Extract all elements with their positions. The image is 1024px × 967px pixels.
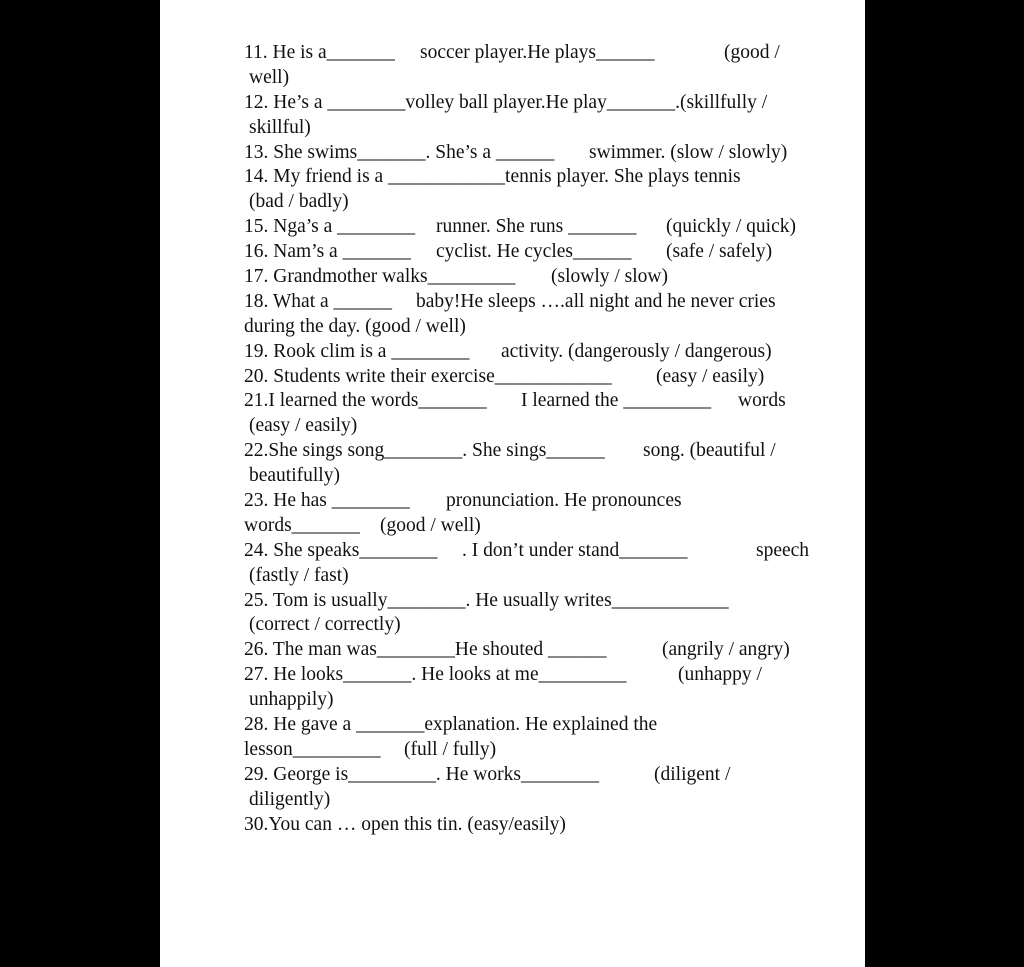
line-text: (unhappy / — [678, 664, 762, 686]
exercise-line — [244, 688, 834, 713]
line-text: (full / fully) — [404, 738, 497, 760]
line-text: 27. He looks_______. He looks at me_________ — [244, 664, 627, 686]
line-text: 20. Students write their exercise____________ — [244, 365, 612, 387]
exercise-line — [244, 539, 834, 564]
exercise-line — [244, 91, 834, 116]
exercise-line — [244, 141, 834, 166]
exercise-line — [244, 738, 834, 763]
exercise-line — [244, 414, 834, 439]
line-text: (angrily / angry) — [662, 639, 790, 661]
line-text: 14. My friend is a ____________tennis player. She plays tennis — [244, 166, 741, 188]
exercise-line — [244, 663, 834, 688]
line-text: pronunciation. He pronounces — [446, 490, 682, 512]
exercise-line — [244, 589, 834, 614]
line-text: (safe / safely) — [666, 241, 773, 263]
line-text: activity. (dangerously / dangerous) — [501, 340, 772, 362]
exercise-line — [244, 165, 834, 190]
line-text: speech — [756, 539, 810, 561]
line-text: 24. She speaks________ — [244, 539, 438, 561]
line-text: words — [738, 390, 786, 412]
exercise-line — [244, 763, 834, 788]
line-text: during the day. (good / well) — [244, 315, 466, 337]
line-text: cyclist. He cycles______ — [436, 241, 632, 263]
exercise-list — [244, 41, 834, 838]
line-text: 29. George is_________. He works________ — [244, 763, 599, 785]
line-text: (easy / easily) — [656, 365, 765, 387]
line-text: 28. He gave a _______explanation. He explained the — [244, 714, 658, 736]
exercise-line — [244, 638, 834, 663]
line-text: 11. He is a_______ — [244, 42, 395, 63]
line-text: 21.I learned the words_______ — [244, 390, 487, 412]
line-text: 18. What a ______ — [244, 290, 393, 312]
exercise-line — [244, 340, 834, 365]
line-text: baby!He sleeps ….all night and he never cries — [416, 290, 776, 312]
line-text: 16. Nam’s a _______ — [244, 241, 411, 263]
line-text: swimmer. (slow / slowly) — [589, 141, 788, 163]
exercise-line — [244, 464, 834, 489]
line-text: lesson_________ — [244, 738, 381, 760]
exercise-line — [244, 613, 834, 638]
line-text: (quickly / quick) — [666, 216, 796, 238]
exercise-line — [244, 813, 834, 838]
line-text: 13. She swims_______. She’s a ______ — [244, 141, 555, 163]
exercise-line — [244, 41, 834, 66]
line-text: 22.She sings song________. She sings______ — [244, 440, 605, 462]
exercise-line — [244, 514, 834, 539]
line-text: (diligent / — [654, 763, 731, 785]
line-text: diligently) — [249, 788, 331, 810]
line-text: 17. Grandmother walks_________ — [244, 266, 516, 288]
exercise-line — [244, 265, 834, 290]
line-text: runner. She runs _______ — [436, 216, 637, 238]
exercise-line — [244, 389, 834, 414]
line-text: 26. The man was________He shouted ______ — [244, 639, 607, 661]
line-text: 15. Nga’s a ________ — [244, 216, 416, 238]
exercise-line — [244, 66, 834, 91]
exercise-line — [244, 713, 834, 738]
exercise-line — [244, 564, 834, 589]
exercise-line — [244, 489, 834, 514]
worksheet-page — [160, 0, 865, 967]
line-text: 30.You can … open this tin. (easy/easily) — [244, 813, 566, 835]
exercise-line — [244, 788, 834, 813]
exercise-line — [244, 439, 834, 464]
line-text: well) — [249, 66, 290, 88]
exercise-line — [244, 290, 834, 315]
line-text: 12. He’s a ________volley ball player.He play_______.(skillfully / — [244, 91, 768, 113]
line-text: unhappily) — [249, 689, 334, 711]
exercise-line — [244, 116, 834, 141]
exercise-line — [244, 315, 834, 340]
line-text: 19. Rook clim is a ________ — [244, 340, 470, 362]
line-text: beautifully) — [249, 465, 340, 487]
exercise-line — [244, 215, 834, 240]
exercise-line — [244, 365, 834, 390]
line-text: (bad / badly) — [249, 191, 349, 213]
line-text: (good / well) — [380, 514, 481, 536]
exercise-line — [244, 190, 834, 215]
line-text: (good / — [724, 42, 780, 63]
line-text: . I don’t under stand_______ — [462, 539, 688, 561]
exercise-line — [244, 240, 834, 265]
line-text: (fastly / fast) — [249, 564, 349, 586]
line-text: words_______ — [244, 514, 360, 536]
line-text: song. (beautiful / — [643, 440, 776, 462]
line-text: soccer player.He plays______ — [420, 42, 655, 63]
line-text: (easy / easily) — [249, 415, 358, 437]
line-text: I learned the _________ — [521, 390, 712, 412]
line-text: skillful) — [249, 116, 311, 138]
line-text: 25. Tom is usually________. He usually writes____________ — [244, 589, 729, 611]
line-text: (correct / correctly) — [249, 614, 401, 636]
line-text: (slowly / slow) — [551, 266, 668, 288]
line-text: 23. He has ________ — [244, 490, 410, 512]
